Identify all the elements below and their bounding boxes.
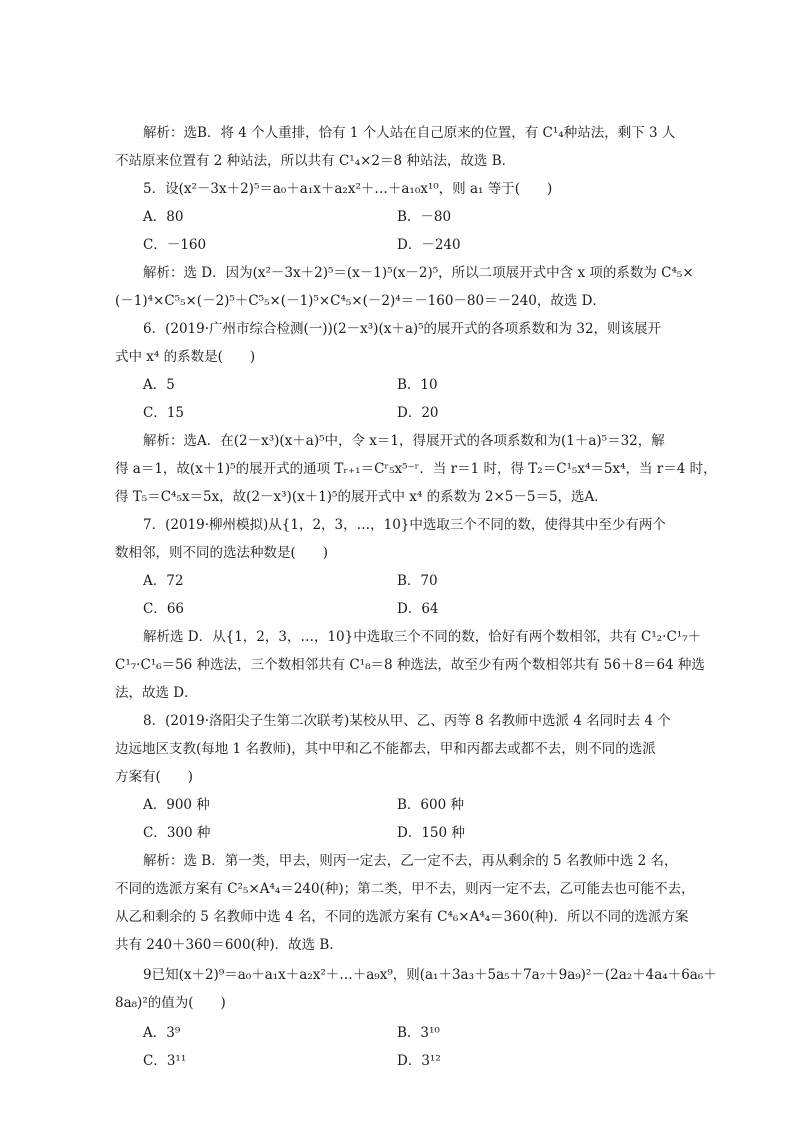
q7-option-c: C．66: [143, 601, 185, 617]
q6-analysis-line3: 得 T₅＝C⁴₅x＝5x，故(2－x³)(x＋1)⁵的展开式中 x⁴ 的系数为 2×5－5＝5，选A．: [115, 489, 608, 505]
q8-stem-line3: 方案有( ): [115, 769, 194, 785]
q9-option-a: A．3⁹: [143, 1025, 181, 1041]
q5-option-b: B．－80: [397, 209, 452, 225]
q7-analysis-line1: 解析选 D．从{1，2，3，…，10}中选取三个不同的数，恰好有两个数相邻，共有 C¹₂·C¹₇＋: [143, 629, 702, 645]
q9-stem-line1: 9已知(x＋2)⁹＝a₀＋a₁x＋a₂x²＋…＋a₉x⁹，则(a₁＋3a₃＋5a₅＋7a₇＋9a₉)²－(2a₂＋4a₄＋6a₆＋: [143, 967, 717, 983]
q6-option-c: C．15: [143, 405, 185, 421]
q7-analysis-line2: C¹₇·C¹₆＝56 种选法，三个数相邻共有 C¹₈＝8 种选法，故至少有两个数相邻共有 56＋8＝64 种选: [115, 657, 705, 673]
q8-option-c: C．300 种: [143, 825, 211, 841]
q7-stem-line1: 7．(2019·柳州模拟)从{1，2，3，…，10}中选取三个不同的数，使得其中至少有两个: [143, 517, 666, 533]
q8-option-b: B．600 种: [397, 797, 464, 813]
q8-analysis-line4: 共有 240＋360＝600(种)．故选 B．: [115, 937, 343, 953]
q9-option-b: B．3¹⁰: [397, 1025, 440, 1041]
q5-analysis-line1: 解析：选 D．因为(x²－3x＋2)⁵＝(x－1)⁵(x－2)⁵，所以二项展开式中含 x 项的系数为 C⁴₅×: [143, 265, 694, 281]
q4-analysis-line2: 不站原来位置有 2 种站法，所以共有 C¹₄×2＝8 种站法，故选 B．: [115, 153, 516, 169]
q7-option-b: B．70: [397, 573, 438, 589]
q8-stem-line1: 8．(2019·洛阳尖子生第二次联考)某校从甲、乙、丙等 8 名教师中选派 4 名同时去 4 个: [143, 713, 671, 729]
q8-analysis-line2: 不同的选派方案有 C²₅×A⁴₄＝240(种)；第二类，甲不去，则丙一定不去，乙可能去也可能不去，: [115, 881, 695, 897]
q4-analysis-line1: 解析：选B．将 4 个人重排，恰有 1 个人站在自己原来的位置，有 C¹₄种站法，剩下 3 人: [143, 125, 676, 141]
q7-analysis-line3: 法，故选 D．: [115, 685, 198, 701]
q5-option-d: D．－240: [397, 237, 461, 253]
q6-option-d: D．20: [397, 405, 439, 421]
q8-option-d: D．150 种: [397, 825, 465, 841]
q6-stem-line2: 式中 x⁴ 的系数是( ): [115, 349, 256, 365]
q6-analysis-line2: 得 a＝1，故(x＋1)⁵的展开式的通项 Tᵣ₊₁＝Cʳ₅x⁵⁻ʳ．当 r＝1 时，得 T₂＝C¹₅x⁴＝5x⁴，当 r＝4 时，: [115, 461, 717, 477]
q5-option-c: C．－160: [143, 237, 207, 253]
q8-option-a: A．900 种: [143, 797, 210, 813]
q9-option-d: D．3¹²: [397, 1053, 441, 1069]
q5-analysis-line2: (－1)⁴×C⁵₅×(－2)⁵＋C⁵₅×(－1)⁵×C⁴₅×(－2)⁴＝－160－80＝－240，故选 D．: [115, 293, 606, 309]
q6-analysis-line1: 解析：选A．在(2－x³)(x＋a)⁵中，令 x＝1，得展开式的各项系数和为(1＋a)⁵＝32，解: [143, 433, 665, 449]
q5-option-a: A．80: [143, 209, 184, 225]
q7-option-a: A．72: [143, 573, 184, 589]
q8-analysis-line1: 解析：选 B．第一类，甲去，则丙一定去，乙一定不去，再从剩余的 5 名教师中选 2 名，: [143, 853, 678, 869]
q7-option-d: D．64: [397, 601, 439, 617]
q6-stem-line1: 6．(2019·广州市综合检测(一))(2－x³)(x＋a)⁵的展开式的各项系数和为 32，则该展开: [143, 321, 662, 337]
q8-stem-line2: 边远地区支教(每地 1 名教师)，其中甲和乙不能都去，甲和丙都去或都不去，则不同的选派: [115, 741, 656, 757]
q9-option-c: C．3¹¹: [143, 1053, 187, 1069]
q6-option-a: A．5: [143, 377, 175, 393]
q8-analysis-line3: 从乙和剩余的 5 名教师中选 4 名，不同的选派方案有 C⁴₆×A⁴₄＝360(种)．所以不同的选派方案: [115, 909, 689, 925]
q9-stem-line2: 8a₈)²的值为( ): [115, 995, 226, 1011]
q5-stem: 5．设(x²－3x＋2)⁵＝a₀＋a₁x＋a₂x²＋…＋a₁₀x¹⁰，则 a₁ 等于( ): [143, 181, 553, 197]
q6-option-b: B．10: [397, 377, 438, 393]
q7-stem-line2: 数相邻，则不同的选法种数是( ): [115, 545, 329, 561]
